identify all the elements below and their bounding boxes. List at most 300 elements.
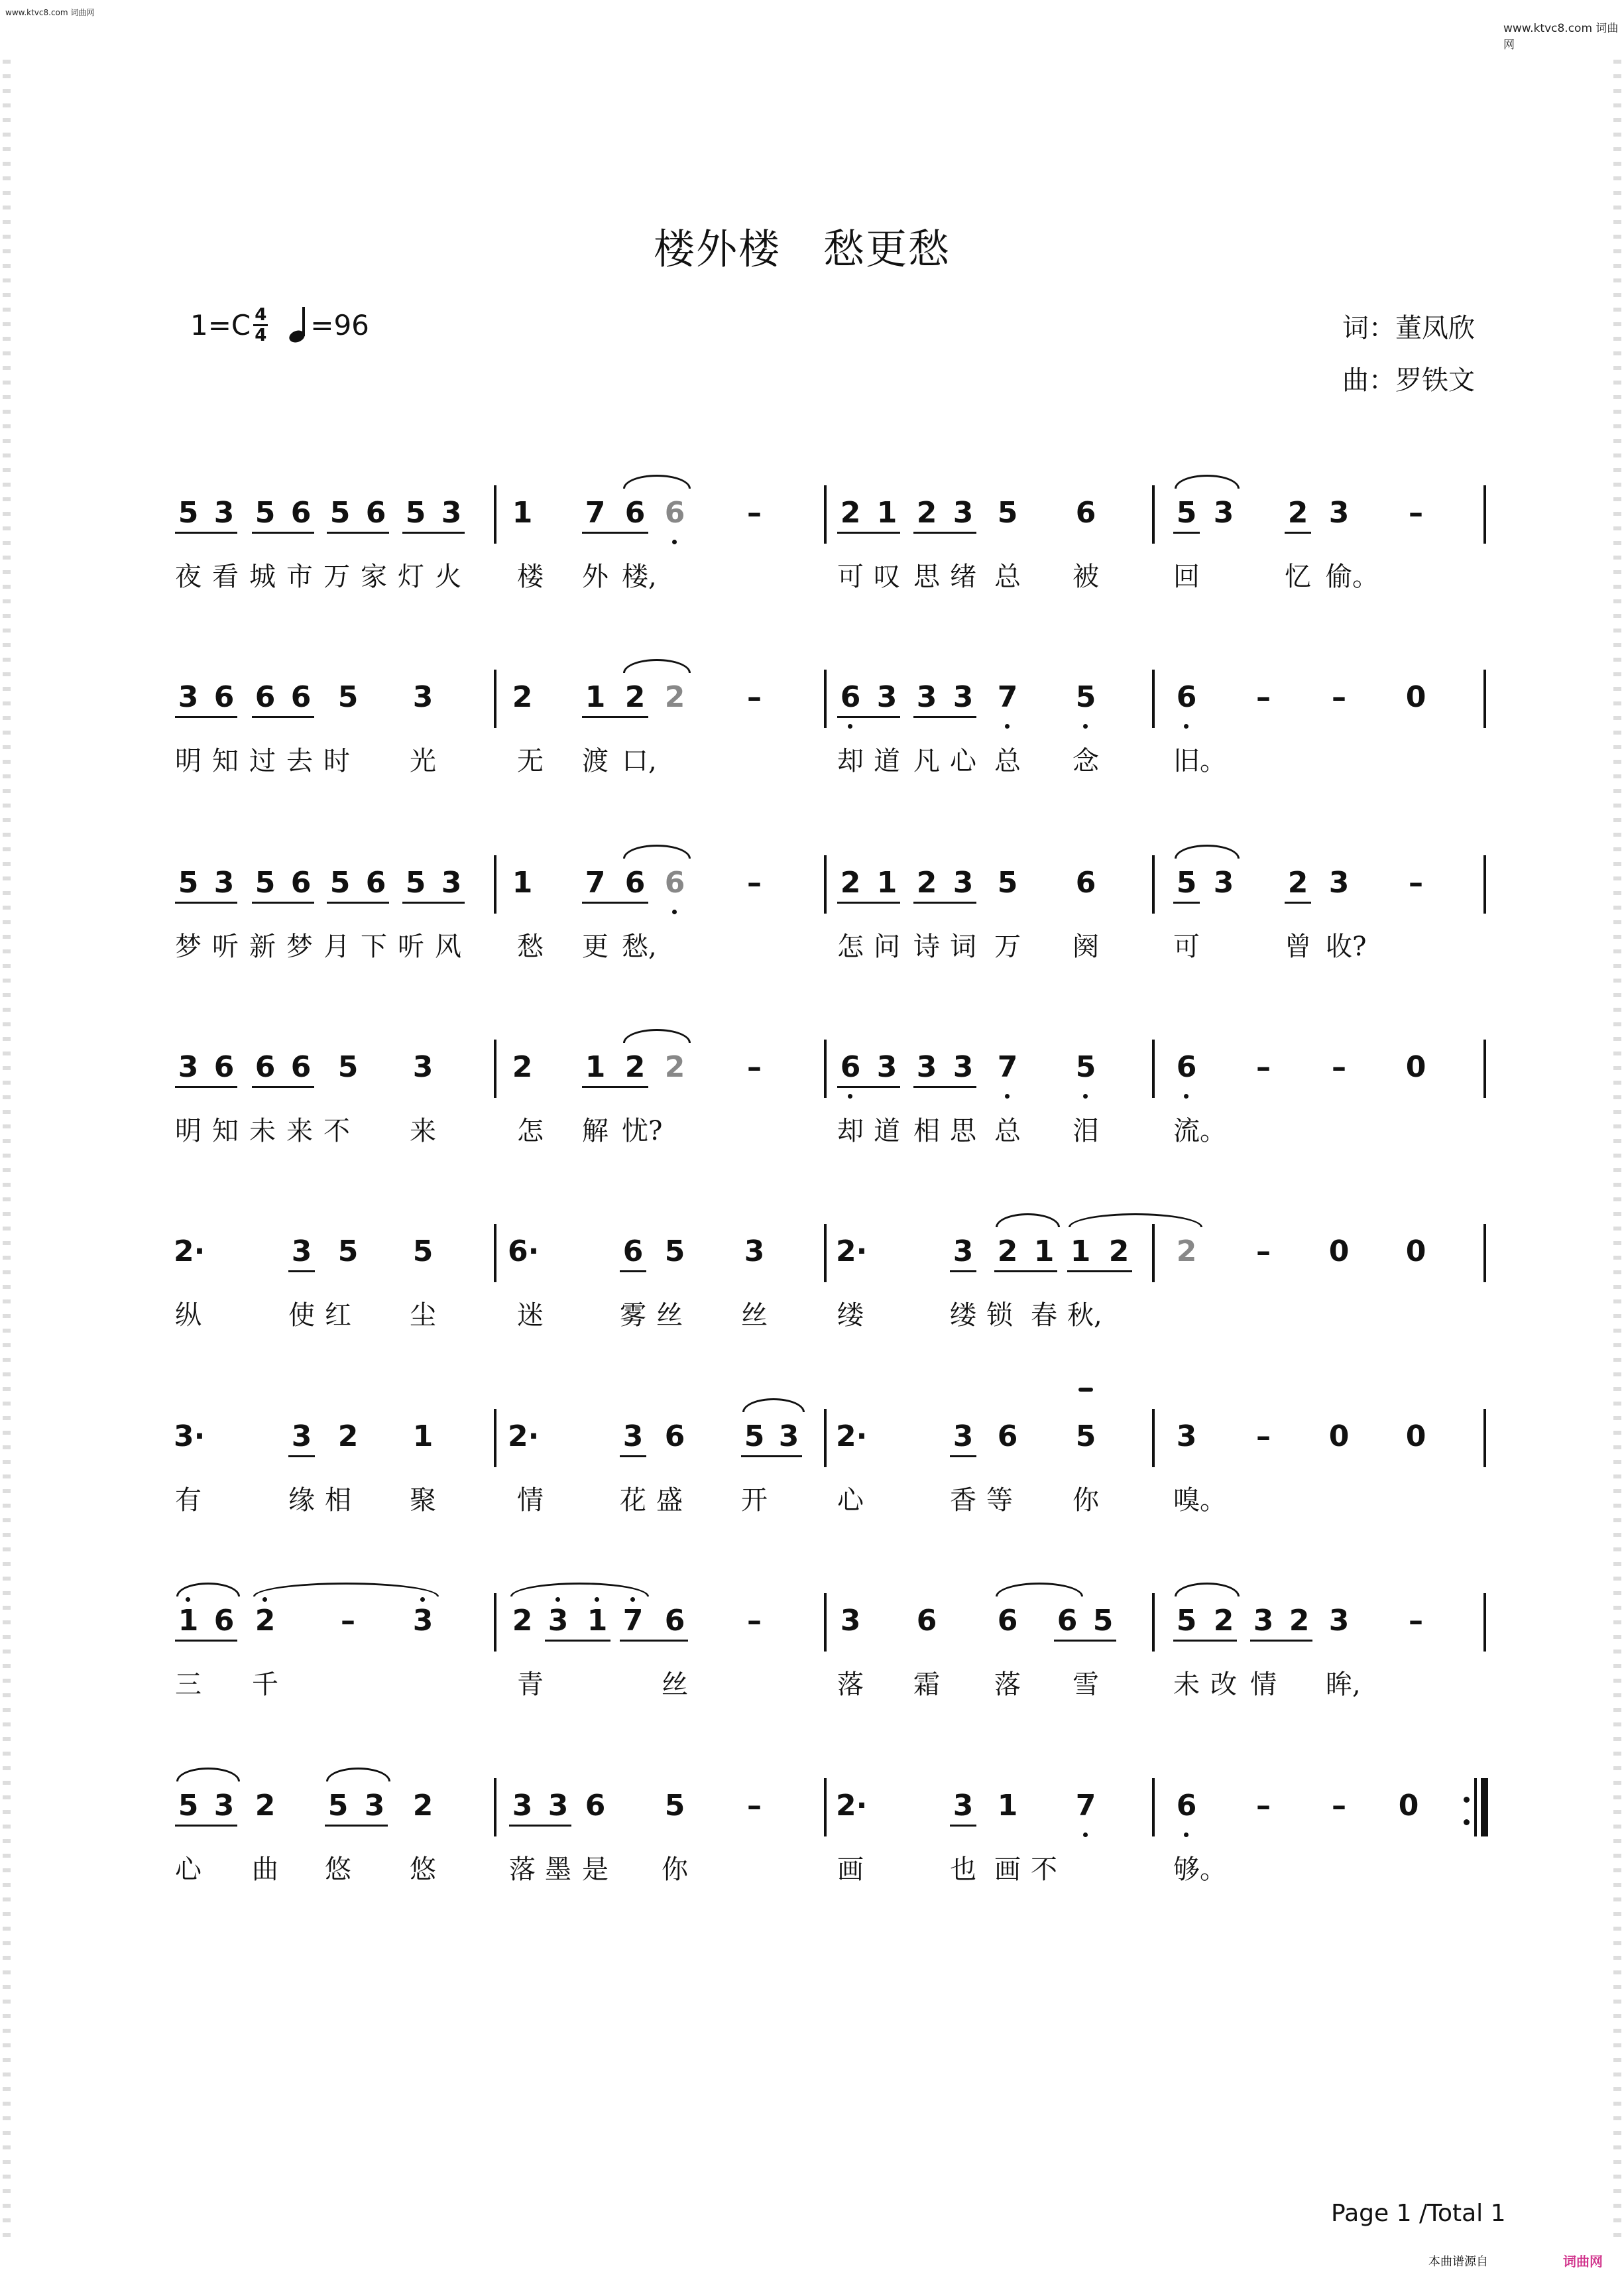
lyric-char: 阕 [1073,932,1099,962]
lyric-char: 三 [175,1669,202,1700]
lyric-char: 梦 [286,932,313,962]
note: 1 [585,1050,606,1084]
note: 3 [1328,1604,1350,1638]
lyric-char: 也 [950,1854,976,1885]
lyric-char: 相 [325,1485,351,1516]
lyric-char: 丝 [662,1669,688,1700]
note: 3 [622,1419,644,1453]
note: 2 [512,1604,533,1638]
beam-underline [327,532,389,534]
beam-underline [252,902,314,904]
lyric-char: 青 [517,1669,544,1700]
note: 6 [290,496,312,530]
lyric-char: 家 [361,562,387,592]
lyric-char: 光 [410,746,436,776]
lyric-char: 画 [837,1854,864,1885]
note: 3 [441,866,462,900]
lyric-char: 未 [1173,1669,1200,1700]
note: 2 [624,680,646,714]
lyric-char: 楼 [517,562,544,592]
note: 2 [664,680,685,714]
note: 2· [508,1419,540,1453]
slur-arc [742,1398,805,1412]
lyric-char: 愁, [622,932,657,962]
slur-arc [623,659,691,673]
note: – [747,1789,762,1823]
lyric-char: 够。 [1173,1854,1226,1885]
note: 5 [337,1234,359,1268]
lyric-char: 旧。 [1173,746,1226,776]
lyric-char: 思 [950,1116,976,1146]
lyric-char: 思 [913,562,940,592]
beam-underline [288,1455,315,1457]
bar-line [824,1593,827,1652]
bar-line [1483,1409,1486,1467]
note: 3 [441,496,462,530]
lyric-char: 风 [435,932,461,962]
octave-dot-below [1005,1094,1010,1099]
lyric-char: 心 [950,746,976,776]
lyric-char: 你 [1073,1485,1099,1516]
note: 3 [840,1604,861,1638]
note: 5 [412,1234,434,1268]
lyric-char: 悠 [325,1854,351,1885]
beam-underline [1067,1270,1132,1272]
lyric-char: 市 [286,562,313,592]
note: 2 [1289,1604,1310,1638]
beam-underline [950,1270,976,1272]
note: 2 [1213,1604,1234,1638]
note: 1 [876,496,898,530]
lyric-char: 悠 [410,1854,436,1885]
lyric-char: 迷 [517,1300,544,1331]
octave-dot-below [672,910,677,914]
note: 3 [291,1419,312,1453]
lyric-char: 尘 [410,1300,436,1331]
note: – [1256,1419,1271,1453]
site-header-right: www.ktvc8.com 词曲网 [1503,22,1619,52]
lyric-char: 使 [288,1300,315,1331]
final-bar-line [1481,1778,1488,1836]
note: 6 [916,1604,937,1638]
time-signature: $\frac{4}{4}$ [255,305,267,345]
note: 3 [412,680,434,714]
lyric-char: 相 [913,1116,940,1146]
note: 5 [664,1789,685,1823]
lyric-char: 落 [509,1854,536,1885]
lyric-char: 道 [874,746,900,776]
note: – [1409,496,1423,530]
bar-line [1483,1224,1486,1282]
lyric-char: 未 [249,1116,276,1146]
note: 5 [1176,1604,1197,1638]
note: 5 [337,1050,359,1084]
composer-credit: 曲：罗铁文 [1342,365,1475,396]
octave-dot-above [186,1597,190,1602]
note: 3 [1328,496,1350,530]
lyric-char: 怎 [517,1116,544,1146]
lyric-char: 收? [1326,932,1367,962]
lyric-char: 下 [361,932,387,962]
beam-underline [175,902,237,904]
note: 2 [512,1050,533,1084]
note: 3 [1253,1604,1274,1638]
lyric-char: 忧? [622,1116,663,1146]
beam-underline [175,1640,237,1642]
note: – [747,1604,762,1638]
lyric-char: 偷。 [1326,562,1379,592]
note: 5 [405,496,426,530]
note: 2 [916,866,937,900]
lyric-char: 灯 [398,562,424,592]
lyric-char: 情 [517,1485,544,1516]
lyric-char: 缕 [837,1300,864,1331]
note: 6 [1075,496,1096,530]
note: 7 [997,680,1018,714]
beam-underline [175,716,237,718]
note: 2 [1287,866,1308,900]
note: 6 [624,496,646,530]
note: 2 [997,1234,1018,1268]
lyric-char: 眸, [1326,1669,1361,1700]
lyric-char: 可 [837,562,864,592]
octave-dot-above [595,1597,599,1602]
tempo-label: =96 [310,309,369,341]
bar-line [494,1778,496,1836]
note: 2· [836,1789,868,1823]
lyric-char: 明 [175,1116,202,1146]
bar-line [1152,1593,1155,1652]
note: 7 [1075,1789,1096,1823]
note: 3 [953,496,974,530]
lyric-char: 叹 [874,562,900,592]
beam-underline [837,902,900,904]
note: 6 [213,1604,235,1638]
note: 3 [412,1604,434,1638]
octave-dot-below [1184,1833,1189,1837]
bar-line [494,1040,496,1098]
note: 6 [997,1419,1018,1453]
lyric-char: 明 [175,746,202,776]
lyric-char: 秋, [1067,1300,1102,1331]
note: 0 [1328,1234,1350,1268]
note: 6 [664,866,685,900]
lyric-char: 绪 [950,562,976,592]
lyric-char: 落 [837,1669,864,1700]
octave-dot-below [1184,724,1189,729]
beam-underline [741,1455,802,1457]
lyric-char: 却 [837,1116,864,1146]
note: 3 [744,1234,765,1268]
slur-arc [996,1213,1060,1227]
note: 1 [178,1604,199,1638]
note: 3 [412,1050,434,1084]
note: 5 [1176,496,1197,530]
note: 6 [664,1604,685,1638]
slur-arc [1175,1583,1240,1596]
note: 2· [174,1234,205,1268]
beam-underline [1173,902,1200,904]
note: 2· [836,1234,868,1268]
lyric-char: 解 [582,1116,609,1146]
bar-line [824,1040,827,1098]
note: 3 [1328,866,1350,900]
note: 5 [997,496,1018,530]
lyric-char: 有 [175,1485,202,1516]
lyric-char: 凡 [913,746,940,776]
note: 5 [327,1789,349,1823]
beam-underline [1250,1640,1312,1642]
note: 1 [1033,1234,1055,1268]
slur-arc [1175,845,1240,859]
bar-line [1483,485,1486,544]
beam-underline [582,532,648,534]
lyric-char: 诗 [913,932,940,962]
lyric-char: 怎 [837,932,864,962]
lyric-char: 听 [212,932,239,962]
lyric-char: 月 [323,932,350,962]
lyric-char: 夜 [175,562,202,592]
note: 1 [585,680,606,714]
octave-dot-below [848,1094,852,1099]
bar-line [1152,855,1155,914]
note: 6 [1057,1604,1078,1638]
lyric-char: 不 [323,1116,350,1146]
octave-dot-below [1184,1094,1189,1099]
trill-mark [1078,1388,1093,1392]
beam-underline [509,1825,571,1827]
note: 2 [916,496,937,530]
note: 3 [291,1234,312,1268]
note: 6 [290,866,312,900]
lyric-char: 红 [325,1300,351,1331]
note: 5 [1075,680,1096,714]
footer-source: 本曲谱源自 [1428,2255,1488,2269]
note: 1 [412,1419,434,1453]
slur-arc [623,475,691,489]
lyric-char: 香 [950,1485,976,1516]
note: 2 [255,1789,276,1823]
note: 5 [178,866,199,900]
lyric-char: 梦 [175,932,202,962]
note: 6 [622,1234,644,1268]
beam-underline [1173,532,1200,534]
lyric-char: 外 [582,562,609,592]
note: 6 [664,1419,685,1453]
note: 6 [290,1050,312,1084]
note: 7 [997,1050,1018,1084]
note: 5 [178,496,199,530]
note: 2 [624,1050,646,1084]
note: 3 [953,680,974,714]
beam-underline [913,1086,976,1088]
note: 3 [876,1050,898,1084]
note: 3 [213,496,235,530]
lyric-char: 万 [994,932,1021,962]
lyric-char: 词 [950,932,976,962]
note: 3 [548,1789,569,1823]
note: 3 [1213,866,1234,900]
note: 7 [585,496,606,530]
lyric-char: 万 [323,562,350,592]
note: 0 [1405,1234,1426,1268]
note: 3 [548,1604,569,1638]
footer-logo: 词曲网 [1563,2254,1603,2269]
beam-underline [175,532,237,534]
note: 5 [178,1789,199,1823]
bar-line [824,855,827,914]
note: 3 [178,680,199,714]
lyric-char: 总 [994,562,1021,592]
note: 3 [953,1234,974,1268]
note: 3 [1213,496,1234,530]
slur-arc [176,1768,240,1781]
note: – [747,496,762,530]
bar-line [1483,855,1486,914]
note: 3 [953,1789,974,1823]
note: 2· [836,1419,868,1453]
note: – [1332,1789,1346,1823]
bar-line [494,1224,496,1282]
note: – [1409,1604,1423,1638]
lyric-char: 更 [582,932,609,962]
note: 5 [1092,1604,1114,1638]
lyric-char: 你 [662,1854,688,1885]
note: 1 [876,866,898,900]
lyric-char: 听 [398,932,424,962]
note: 5 [255,496,276,530]
octave-dot-below [1083,1094,1088,1099]
slur-arc [1069,1213,1202,1227]
lyric-char: 等 [986,1485,1013,1516]
lyric-char: 念 [1073,746,1099,776]
beam-underline [402,532,465,534]
lyric-char: 心 [175,1854,202,1885]
note: 6 [1075,866,1096,900]
bar-line [494,855,496,914]
note: 0 [1398,1789,1419,1823]
note: 6 [255,680,276,714]
bar-line [1483,1040,1486,1098]
note: 0 [1405,680,1426,714]
note: 5 [1176,866,1197,900]
octave-dot-below [1005,724,1010,729]
beam-underline [402,902,465,904]
note: 5 [1075,1419,1096,1453]
note: 6 [255,1050,276,1084]
lyric-char: 去 [286,746,313,776]
beam-underline [545,1640,610,1642]
lyric-char: 缕 [950,1300,976,1331]
slur-arc [996,1583,1083,1596]
note: 2 [840,866,861,900]
beam-underline [837,716,900,718]
bar-line [824,1409,827,1467]
beam-underline [175,1086,237,1088]
note: 6 [840,1050,861,1084]
beam-underline [252,532,314,534]
page-indicator: Page 1 /Total 1 [1331,2200,1506,2227]
note: 5 [1075,1050,1096,1084]
lyric-char: 情 [1250,1669,1277,1700]
note: 1 [997,1789,1018,1823]
bar-line [1152,1409,1155,1467]
note: – [341,1604,355,1638]
note: 3 [213,866,235,900]
repeat-dot [1464,1819,1470,1825]
note: 5 [329,866,351,900]
slur-arc [253,1583,439,1596]
octave-dot-above [420,1597,425,1602]
lyric-char: 曾 [1285,932,1311,962]
lyric-char: 忆 [1285,562,1311,592]
note: – [1256,1789,1271,1823]
note: 6 [365,496,386,530]
beam-underline [252,1086,314,1088]
beam-underline [1285,902,1311,904]
lyric-char: 城 [249,562,276,592]
bar-line [824,670,827,728]
lyric-char: 墨 [545,1854,571,1885]
lyric-char: 来 [410,1116,436,1146]
note: 3 [778,1419,799,1453]
lyric-char: 愁 [517,932,544,962]
bar-line [494,485,496,544]
beam-underline [620,1270,646,1272]
lyric-char: 花 [620,1485,646,1516]
bar-line [494,670,496,728]
slur-arc [623,845,691,859]
note: 5 [744,1419,765,1453]
beam-underline [837,1086,900,1088]
note: 1 [587,1604,608,1638]
bar-line [824,1778,827,1836]
lyricist-credit: 词：董凤欣 [1342,313,1475,343]
lyric-char: 缘 [288,1485,315,1516]
note: 2 [255,1604,276,1638]
note: – [1332,1050,1346,1084]
note: 3 [213,1789,235,1823]
lyric-char: 嗅。 [1173,1485,1226,1516]
bar-line [1152,1778,1155,1836]
lyric-char: 聚 [410,1485,436,1516]
lyric-char: 是 [582,1854,609,1885]
note: 6 [664,496,685,530]
lyric-char: 新 [249,932,276,962]
note: 1 [1070,1234,1091,1268]
note: 2 [412,1789,434,1823]
lyric-char: 火 [435,562,461,592]
lyric-char: 千 [252,1669,278,1700]
note: 3· [174,1419,205,1453]
slur-arc [326,1768,390,1781]
lyric-char: 曲 [252,1854,278,1885]
lyric-char: 却 [837,746,864,776]
site-header-left: www.ktvc8.com 词曲网 [5,8,95,17]
note: 5 [664,1234,685,1268]
lyric-char: 口, [622,746,657,776]
note: 3 [953,1419,974,1453]
lyric-char: 盛 [656,1485,683,1516]
beam-underline [1173,1640,1237,1642]
lyric-char: 雪 [1073,1669,1099,1700]
beam-underline [582,716,648,718]
note: 2 [337,1419,359,1453]
octave-dot-above [555,1597,560,1602]
lyric-char: 开 [741,1485,768,1516]
note: 2 [512,680,533,714]
note: 6 [997,1604,1018,1638]
